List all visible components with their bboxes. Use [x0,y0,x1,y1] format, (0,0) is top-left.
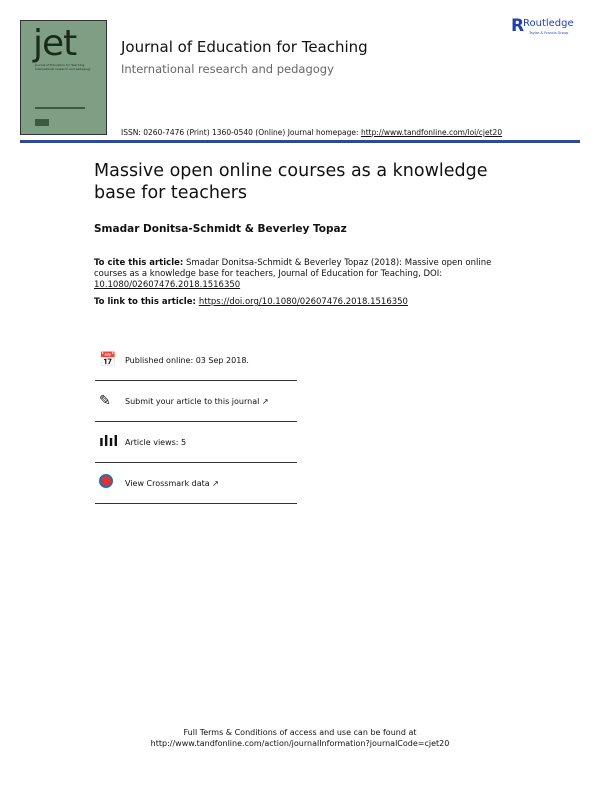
article-title: Massive open online courses as a knowledge base for teachers [94,161,488,203]
journal-cover [20,20,107,135]
item-label: View Crossmark data ↗ [125,478,219,488]
cite-doi-link[interactable]: 10.1080/02607476.2018.1516350 [94,280,241,290]
cover-subtitle: Journal of Education for Teaching: International research and pedagogy [35,63,91,71]
article-doi-link[interactable]: https://doi.org/10.1080/02607476.2018.1516350 [198,297,408,307]
publisher-sub: Taylor & Francis Group [529,31,569,35]
article-authors: Smadar Donitsa-Schmidt & Beverley Topaz [94,223,347,235]
item-label: Published online: 03 Sep 2018. [125,355,249,365]
issn-text: ISSN: 0260-7476 (Print) 1360-0540 (Online) Journal homepage: [121,128,361,137]
header-divider [20,140,580,143]
journal-homepage-link[interactable]: http://www.tandfonline.com/loi/cjet20 [360,128,503,137]
citation [94,258,514,291]
routledge-r-icon: R [511,16,525,36]
article-views [95,422,297,463]
crossmark-link[interactable] [95,463,297,504]
cover-publisher-mark [35,119,49,126]
cite-label: To cite this article: [94,258,184,268]
calendar-icon: 📅 [99,352,117,368]
cite-text: Smadar Donitsa-Schmidt & Beverley Topaz (2018): Massive open online courses as a knowledge base for teachers, Journal of Education for Teaching, DOI: [94,258,492,279]
submit-article-link[interactable] [95,381,297,422]
article-link [94,297,408,307]
journal-subtitle: International research and pedagogy [121,62,334,76]
item-label: Submit your article to this journal ↗ [125,396,269,406]
crossmark-icon [99,474,121,492]
edit-icon: ✎ [99,393,111,409]
cover-volume-line [35,107,85,109]
publisher-name: Routledge [523,18,574,29]
item-label: Article views: 5 [125,437,187,447]
footer-terms: Full Terms & Conditions of access and use can be found at [183,728,417,737]
cover-logo: jet [33,23,77,64]
journal-title: Journal of Education for Teaching [121,38,368,56]
published-online [95,340,297,381]
bar-chart-icon: ılıl [99,434,119,450]
footer [0,727,600,749]
footer-url[interactable]: http://www.tandfonline.com/action/journalInformation?journalCode=cjet20 [150,739,450,748]
link-label: To link to this article: [94,297,199,307]
issn-line [121,128,502,137]
